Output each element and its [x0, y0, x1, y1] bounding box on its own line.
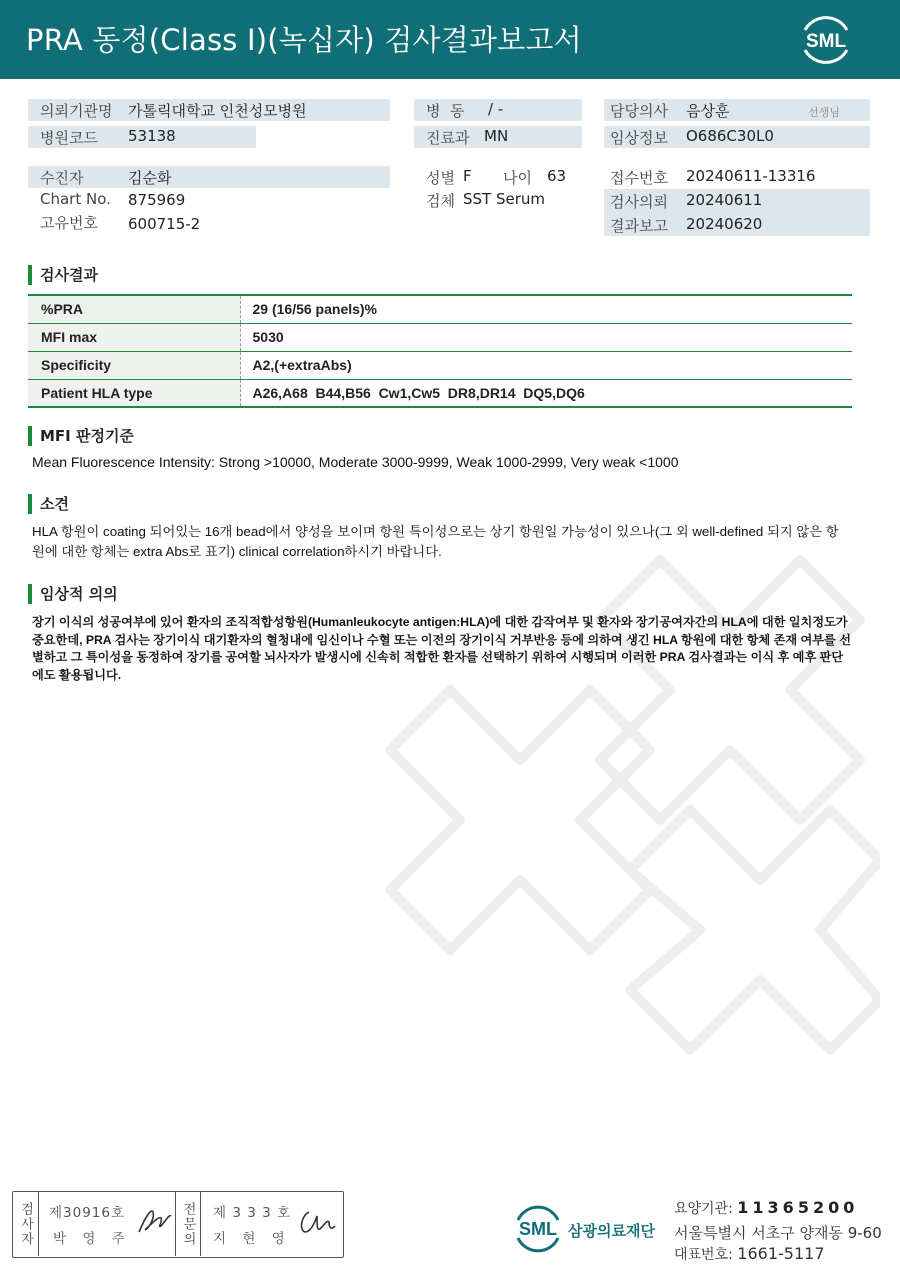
examiner-name: 박 영 주 [53, 1231, 131, 1247]
clinical-label: 임상정보 [610, 129, 668, 147]
phone-value: 1661-5117 [737, 1244, 825, 1263]
doctor-suffix: 선생님 [808, 106, 840, 119]
chart-value: 875969 [128, 191, 186, 209]
dept-label: 진료과 [426, 129, 470, 147]
mfi-section-title: MFI 판정기준 [28, 426, 134, 446]
result-value: 5030 [240, 323, 852, 351]
sml-footer-logo-icon [510, 1202, 566, 1254]
specimen-label: 검체 [426, 192, 455, 210]
table-row [28, 351, 852, 379]
phone-label: 대표번호: [674, 1247, 733, 1263]
result-value: A2,(+extraAbs) [240, 351, 852, 379]
institution-line [674, 1198, 858, 1218]
age-value: 63 [547, 167, 567, 185]
specialist-label-cell [175, 1192, 201, 1256]
sex-label: 성별 [426, 169, 455, 187]
institution-label: 요양기관: [674, 1201, 733, 1217]
examiner-signature-icon [135, 1204, 175, 1238]
clinical-section-title: 임상적 의의 [28, 584, 118, 604]
doctor-value: 음상훈 [686, 102, 730, 120]
phone-line [674, 1244, 825, 1264]
table-row [28, 379, 852, 407]
clinical-text: 장기 이식의 성공여부에 있어 환자의 조직적합성항원(Humanleukocyte antigen:HLA)에 대한 감작여부 및 환자와 장기공여자간의 HLA에 대한 일치정도가 중요한데, PRA 검사는 장기이식 대기환자의 혈청내에 임신이나 수혈 또는 이전의 장기이식 거부반응 등에 의하여 생긴 HLA 항원에 대한 항체 존재 여부를 선별하고 그 특이성을 동정하여 장기를 공여할 뇌사자가 발생시에 신속히 적합한 환자를 선택하기 위하여 시행되며 이러한 PRA 검사결과는 이식 후 예후 판단에도 활용됩니다. [32, 615, 851, 682]
footer-org-name: 삼광의료재단 [568, 1222, 655, 1240]
result-value: 29 (16/56 panels)% [240, 295, 852, 323]
report-title: PRA 동정(Class I)(녹십자) 검사결과보고서 [26, 23, 582, 57]
org-label: 의뢰기관명 [40, 102, 113, 120]
opinion-text: HLA 항원이 coating 되어있는 16개 bead에서 양성을 보이며 항원 특이성으로는 상기 항원일 가능성이 있으나(그 외 well-defined 되지 않은 항원에 대한 항체는 extra Abs로 표기) clinical correlation하시기 바랍니다. [32, 524, 839, 559]
result-key: %PRA [28, 295, 240, 323]
dept-value: MN [484, 127, 509, 145]
ward-label: 병 동 [426, 102, 465, 120]
request-label: 검사의뢰 [610, 193, 668, 211]
mfi-criteria-text: Mean Fluorescence Intensity: Strong >10000, Moderate 3000-9999, Weak 1000-2999, Very weak <1000 [32, 454, 679, 470]
hosp-code-label: 병원코드 [40, 129, 98, 147]
request-value: 20240611 [686, 191, 763, 209]
svg-text:SML: SML [805, 31, 847, 52]
results-section-title: 검사결과 [28, 265, 98, 285]
org-value: 가톨릭대학교 인천성모병원 [128, 102, 307, 120]
sml-logo-icon [797, 12, 855, 66]
uid-label: 고유번호 [40, 214, 98, 232]
report-header [0, 0, 900, 79]
table-row [28, 323, 852, 351]
doctor-label: 담당의사 [610, 102, 668, 120]
report-value: 20240620 [686, 215, 763, 233]
specialist-label: 전문의 [180, 1201, 196, 1247]
signature-box [12, 1191, 344, 1258]
hosp-code-value: 53138 [128, 127, 176, 145]
result-key: MFI max [28, 323, 240, 351]
results-table [28, 294, 852, 408]
receipt-label: 접수번호 [610, 169, 668, 187]
chart-label: Chart No. [40, 190, 111, 208]
sex-value: F [463, 167, 472, 185]
report-label: 결과보고 [610, 217, 668, 235]
footer-address: 서울특별시 서초구 양재동 9-60 [674, 1224, 882, 1242]
receipt-value: 20240611-13316 [686, 167, 816, 185]
age-label: 나이 [503, 169, 532, 187]
clinical-value: O686C30L0 [686, 127, 774, 145]
result-value: A26,A68 B44,B56 Cw1,Cw5 DR8,DR14 DQ5,DQ6 [240, 379, 852, 407]
opinion-section-title: 소견 [28, 494, 69, 514]
svg-text:SML: SML [519, 1219, 557, 1239]
patient-label: 수진자 [40, 169, 84, 187]
examiner-label-cell [13, 1192, 39, 1256]
specimen-value: SST Serum [463, 190, 546, 208]
patient-value: 김순화 [128, 169, 172, 187]
specialist-no: 제 3 3 3 호 [213, 1205, 292, 1221]
result-key: Specificity [28, 351, 240, 379]
examiner-label: 검사자 [18, 1201, 33, 1247]
examiner-no: 제30916호 [49, 1205, 126, 1221]
table-row [28, 295, 852, 323]
ward-value: / - [488, 100, 504, 118]
uid-value: 600715-2 [128, 215, 201, 233]
specialist-signature-icon [295, 1206, 339, 1240]
specialist-name: 지 현 영 [213, 1231, 291, 1247]
result-key: Patient HLA type [28, 379, 240, 407]
institution-no: 11365200 [737, 1198, 859, 1217]
